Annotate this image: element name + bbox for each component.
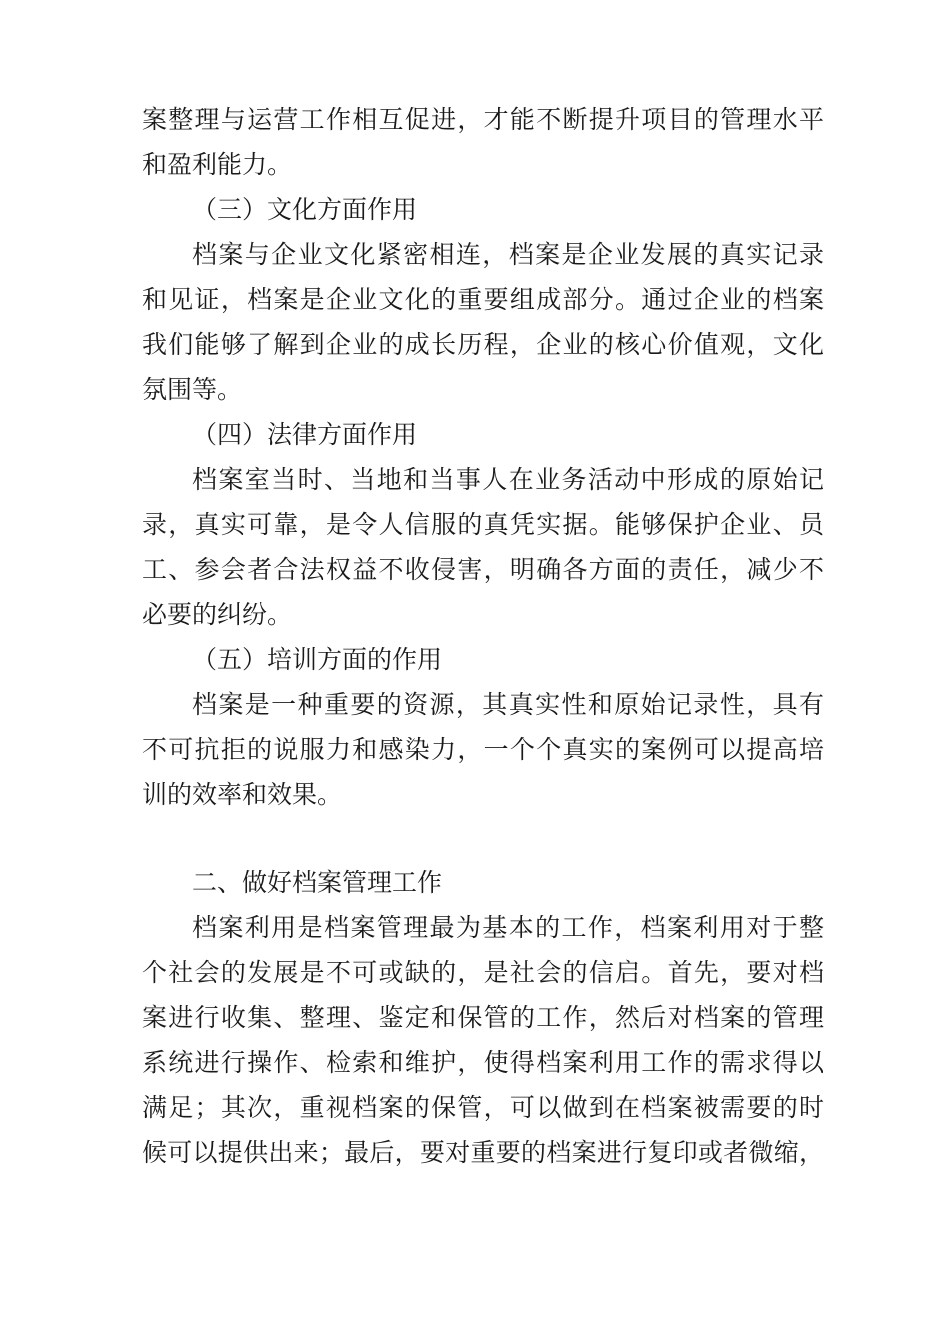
paragraph-line: 录，真实可靠，是令人信服的真凭实据。能够保护企业、员: [142, 510, 824, 539]
paragraph-line: 档案利用是档案管理最为基本的工作，档案利用对于整: [192, 913, 824, 942]
paragraph-line: 档案室当时、当地和当事人在业务活动中形成的原始记: [192, 465, 824, 494]
chapter-heading: 二、做好档案管理工作: [192, 868, 443, 897]
section-heading-culture: （三）文化方面作用: [192, 195, 418, 224]
paragraph-line: 工、参会者合法权益不收侵害，明确各方面的责任，减少不: [142, 555, 824, 584]
paragraph-line: 我们能够了解到企业的成长历程，企业的核心价值观，文化: [142, 330, 824, 359]
section-heading-training: （五）培训方面的作用: [192, 645, 443, 674]
paragraph-line: 系统进行操作、检索和维护，使得档案利用工作的需求得以: [142, 1048, 824, 1077]
paragraph-line: 个社会的发展是不可或缺的，是社会的信启。首先，要对档: [142, 958, 824, 987]
paragraph-line: 案进行收集、整理、鉴定和保管的工作，然后对档案的管理: [142, 1003, 824, 1032]
paragraph-line: 不可抗拒的说服力和感染力，一个个真实的案例可以提高培: [142, 735, 824, 764]
paragraph-line: 档案与企业文化紧密相连，档案是企业发展的真实记录: [192, 240, 824, 269]
paragraph-line: 案整理与运营工作相互促进，才能不断提升项目的管理水平: [142, 105, 824, 134]
paragraph-line: 满足；其次，重视档案的保管，可以做到在档案被需要的时: [142, 1093, 824, 1122]
section-heading-legal: （四）法律方面作用: [192, 420, 418, 449]
paragraph-line: 候可以提供出来；最后，要对重要的档案进行复印或者微缩，: [142, 1138, 824, 1167]
paragraph-line: 训的效率和效果。: [142, 780, 343, 809]
paragraph-line: 氛围等。: [142, 375, 243, 404]
paragraph-line: 必要的纠纷。: [142, 600, 293, 629]
paragraph-line: 档案是一种重要的资源，其真实性和原始记录性，具有: [192, 690, 824, 719]
paragraph-line: 和见证，档案是企业文化的重要组成部分。通过企业的档案: [142, 285, 824, 314]
paragraph-line: 和盈利能力。: [142, 150, 293, 179]
